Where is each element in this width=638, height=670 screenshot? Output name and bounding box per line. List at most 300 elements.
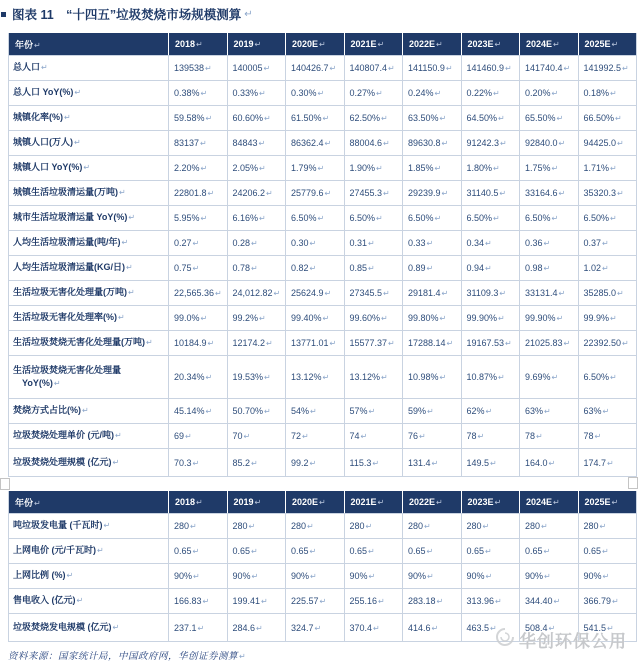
row-label-cell: 生活垃圾无害化处理量(万吨)↵ [9,281,169,306]
paragraph-mark: ↵ [207,189,215,198]
paragraph-mark: ↵ [317,214,325,223]
paragraph-mark: ↵ [544,572,551,581]
paragraph-mark: ↵ [266,339,273,348]
paragraph-mark: ↵ [317,164,325,173]
value-cell: 0.75↵ [169,256,228,281]
value-cell: 24,012.82↵ [227,281,286,306]
value-cell: 91242.3↵ [461,131,520,156]
value-cell: 88004.6↵ [344,131,403,156]
paragraph-mark: ↵ [485,547,492,556]
row-label-cell: 吨垃圾发电量 (千瓦时)↵ [9,514,169,539]
paragraph-mark: ↵ [434,214,442,223]
paragraph-mark: ↵ [200,89,208,98]
year-column-header-cell: 2025E↵ [578,491,637,514]
paragraph-mark: ↵ [82,406,89,416]
paragraph-mark: ↵ [128,213,136,223]
value-cell: 280↵ [286,514,345,539]
power-generation-table [8,491,637,642]
year-column-header-cell: 2024E↵ [520,33,579,56]
value-cell: 0.28↵ [227,231,286,256]
table-row [9,281,637,306]
paragraph-mark: ↵ [310,572,317,581]
paragraph-mark: ↵ [490,623,497,633]
table-row [9,424,637,449]
year-column-header-cell: 2021E↵ [344,33,403,56]
paragraph-mark: ↵ [493,214,500,223]
paragraph-mark: ↵ [548,458,556,468]
paragraph-mark: ↵ [205,64,212,73]
value-cell: 140005↵ [227,56,286,81]
paragraph-mark: ↵ [41,63,48,73]
paragraph-mark: ↵ [558,289,566,298]
paragraph-mark: ↵ [368,572,376,581]
value-cell: 149.5↵ [461,449,520,477]
value-cell: 62%↵ [461,399,520,424]
paragraph-mark: ↵ [494,498,502,507]
paragraph-mark: ↵ [373,623,380,633]
paragraph-mark: ↵ [617,139,624,148]
value-cell: 76↵ [403,424,462,449]
year-column-header-cell: 2019↵ [227,491,286,514]
table-row [9,331,637,356]
value-cell: 94425.0↵ [578,131,637,156]
paragraph-mark: ↵ [121,238,129,248]
value-cell: 31140.5↵ [461,181,520,206]
paragraph-mark: ↵ [264,114,271,123]
value-cell: 10184.9↵ [169,331,228,356]
paragraph-mark: ↵ [324,189,332,198]
paragraph-mark: ↵ [34,40,41,50]
value-cell: 86362.4↵ [286,131,345,156]
value-cell: 62.50%↵ [344,106,403,131]
paragraph-mark: ↵ [426,264,434,273]
paragraph-mark: ↵ [441,139,449,148]
paragraph-mark: ↵ [563,64,571,73]
paragraph-mark: ↵ [322,373,330,382]
paragraph-mark: ↵ [446,339,454,348]
value-cell: 50.70%↵ [227,399,286,424]
paragraph-mark: ↵ [365,522,373,531]
value-cell: 63%↵ [578,399,637,424]
value-cell: 78↵ [520,424,579,449]
paragraph-mark: ↵ [551,89,559,98]
value-cell: 13.12%↵ [344,356,403,399]
paragraph-mark: ↵ [128,288,135,298]
paragraph-mark: ↵ [543,264,551,273]
paragraph-mark: ↵ [536,432,543,441]
table-row [9,589,637,614]
paragraph-mark: ↵ [434,164,442,173]
paragraph-mark: ↵ [259,314,266,323]
paragraph-mark: ↵ [541,522,548,531]
value-cell: 59%↵ [403,399,462,424]
paragraph-mark: ↵ [97,546,104,556]
value-cell: 115.3↵ [344,449,403,477]
paragraph-mark: ↵ [485,572,493,581]
value-cell: 0.18%↵ [578,81,637,106]
value-cell: 1.75%↵ [520,156,579,181]
value-cell: 164.0↵ [520,449,579,477]
chart-title [0,5,253,23]
paragraph-mark: ↵ [190,522,197,531]
value-cell: 1.71%↵ [578,156,637,181]
value-cell: 1.80%↵ [461,156,520,181]
value-cell: 280↵ [344,514,403,539]
paragraph-mark: ↵ [368,264,375,273]
value-cell: 313.96↵ [461,589,520,614]
paragraph-mark: ↵ [445,64,453,73]
paragraph-mark: ↵ [34,498,41,508]
value-cell: 237.1↵ [169,614,228,642]
paragraph-mark: ↵ [495,597,502,606]
value-cell: 22,565.36↵ [169,281,228,306]
paragraph-mark: ↵ [309,547,317,556]
value-cell: 22392.50↵ [578,331,637,356]
value-cell: 99.2%↵ [227,306,286,331]
row-label-cell: 人均生活垃圾清运量(吨/年)↵ [9,231,169,256]
paragraph-mark: ↵ [498,114,505,123]
paragraph-mark: ↵ [426,239,434,248]
row-label-cell: 焚烧方式占比(%)↵ [9,399,169,424]
value-cell: 22801.8↵ [169,181,228,206]
paragraph-mark: ↵ [119,188,126,198]
paragraph-mark: ↵ [602,547,609,556]
table-row [9,564,637,589]
paragraph-mark: ↵ [259,164,266,173]
paragraph-mark: ↵ [498,373,505,382]
value-cell: 541.5↵ [578,614,637,642]
value-cell: 140807.4↵ [344,56,403,81]
paragraph-mark: ↵ [505,64,512,73]
market-size-table [8,33,637,477]
paragraph-mark: ↵ [376,214,383,223]
value-cell: 174.7↵ [578,449,637,477]
value-cell: 63.50%↵ [403,106,462,131]
paragraph-mark: ↵ [196,40,203,49]
paragraph-mark: ↵ [244,8,253,20]
paragraph-mark: ↵ [493,164,500,173]
paragraph-mark: ↵ [193,572,200,581]
value-cell: 90%↵ [169,564,228,589]
paragraph-mark: ↵ [118,313,125,323]
paragraph-mark: ↵ [424,522,431,531]
value-cell: 6.16%↵ [227,206,286,231]
year-column-header-cell: 2021E↵ [344,491,403,514]
paragraph-mark: ↵ [310,407,317,416]
row-label-cell: 城镇化率(%)↵ [9,106,169,131]
year-column-header-cell: 2025E↵ [578,33,637,56]
value-cell: 99.90%↵ [461,306,520,331]
year-column-header-cell: 2018↵ [169,33,228,56]
value-cell: 90%↵ [344,564,403,589]
value-cell: 6.50%↵ [578,206,637,231]
value-cell: 280↵ [461,514,520,539]
value-cell: 139538↵ [169,56,228,81]
value-cell: 29181.4↵ [403,281,462,306]
value-cell: 19.53%↵ [227,356,286,399]
value-cell: 0.78↵ [227,256,286,281]
chart-title-text: 图表 11 “十四五”垃圾焚烧市场规模测算 [12,8,242,22]
paragraph-mark: ↵ [368,547,375,556]
value-cell: 61.50%↵ [286,106,345,131]
row-label-cell: 垃圾焚烧处理单价 (元/吨)↵ [9,424,169,449]
paragraph-mark: ↵ [607,623,614,633]
value-cell: 280↵ [520,514,579,539]
paragraph-mark: ↵ [215,289,222,298]
paragraph-mark: ↵ [66,571,74,581]
paragraph-mark: ↵ [485,264,492,273]
value-cell: 25779.6↵ [286,181,345,206]
value-cell: 78↵ [578,424,637,449]
value-cell: 0.33%↵ [227,81,286,106]
row-label-cell: 人均生活垃圾清运量(KG/日)↵ [9,256,169,281]
value-cell: 45.14%↵ [169,399,228,424]
paragraph-mark: ↵ [74,88,82,98]
table-row [9,256,637,281]
paragraph-mark: ↵ [556,114,564,123]
value-cell: 27455.3↵ [344,181,403,206]
value-cell: 69↵ [169,424,228,449]
header-row [9,33,637,56]
value-cell: 0.30%↵ [286,81,345,106]
paragraph-mark: ↵ [381,373,388,382]
row-label-cell: 垃圾焚烧发电规模 (亿元)↵ [9,614,169,642]
value-cell: 90%↵ [286,564,345,589]
value-cell: 90%↵ [461,564,520,589]
year-column-header-cell: 2019↵ [227,33,286,56]
paragraph-mark: ↵ [376,89,383,98]
paragraph-mark: ↵ [611,40,619,49]
paragraph-mark: ↵ [322,314,330,323]
paragraph-mark: ↵ [368,407,376,416]
value-cell: 2.05%↵ [227,156,286,181]
paragraph-mark: ↵ [372,458,380,468]
value-cell: 0.22%↵ [461,81,520,106]
value-cell: 508.4↵ [520,614,579,642]
value-cell: 199.41↵ [227,589,286,614]
paragraph-mark: ↵ [200,314,208,323]
paragraph-mark: ↵ [594,432,602,441]
paragraph-mark: ↵ [434,89,442,98]
value-cell: 0.94↵ [461,256,520,281]
paragraph-mark: ↵ [553,597,561,606]
row-label-cell: 售电收入 (亿元)↵ [9,589,169,614]
paragraph-mark: ↵ [258,139,266,148]
paragraph-mark: ↵ [610,373,617,382]
paragraph-mark: ↵ [251,458,258,468]
paragraph-mark: ↵ [377,40,385,49]
paragraph-mark: ↵ [192,264,200,273]
value-cell: 0.98↵ [520,256,579,281]
value-cell: 463.5↵ [461,614,520,642]
value-cell: 414.6↵ [403,614,462,642]
paragraph-mark: ↵ [319,597,327,606]
value-cell: 99.80%↵ [403,306,462,331]
paragraph-mark: ↵ [200,214,208,223]
paragraph-mark: ↵ [485,239,492,248]
value-cell: 25624.9↵ [286,281,345,306]
paragraph-mark: ↵ [243,432,251,441]
table-row [9,306,637,331]
paragraph-mark: ↵ [368,239,375,248]
paragraph-mark: ↵ [329,339,337,348]
value-cell: 0.65↵ [344,539,403,564]
value-cell: 1.02↵ [578,256,637,281]
paragraph-mark: ↵ [610,89,617,98]
paragraph-mark: ↵ [426,547,434,556]
paragraph-mark: ↵ [544,407,551,416]
value-cell: 0.38%↵ [169,81,228,106]
value-cell: 90%↵ [520,564,579,589]
paragraph-mark: ↵ [556,314,564,323]
value-cell: 70.3↵ [169,449,228,477]
paragraph-mark: ↵ [64,113,71,123]
value-cell: 0.65↵ [461,539,520,564]
paragraph-mark: ↵ [251,572,259,581]
row-label-cell: 城市生活垃圾清运量 YoY(%)↵ [9,206,169,231]
value-cell: 92840.0↵ [520,131,579,156]
paragraph-mark: ↵ [383,289,390,298]
value-cell: 99.90%↵ [520,306,579,331]
paragraph-mark: ↵ [146,338,153,348]
table-row [9,539,637,564]
value-cell: 1.79%↵ [286,156,345,181]
table-row [9,131,637,156]
table-row [9,181,637,206]
paragraph-mark: ↵ [266,189,273,198]
paragraph-mark: ↵ [74,138,81,148]
table-row [9,514,637,539]
paragraph-mark: ↵ [441,289,449,298]
value-cell: 280↵ [169,514,228,539]
paragraph-mark: ↵ [602,239,609,248]
paragraph-mark: ↵ [383,139,390,148]
paragraph-mark: ↵ [256,623,263,633]
table-row [9,106,637,131]
value-cell: 57%↵ [344,399,403,424]
paragraph-mark: ↵ [427,407,434,416]
value-cell: 13771.01↵ [286,331,345,356]
paragraph-mark: ↵ [500,139,507,148]
value-cell: 90%↵ [578,564,637,589]
value-cell: 13.12%↵ [286,356,345,399]
row-label-cell: 上网比例 (%)↵ [9,564,169,589]
paragraph-mark: ↵ [207,339,215,348]
value-cell: 0.20%↵ [520,81,579,106]
value-cell: 0.33↵ [403,231,462,256]
value-cell: 2.20%↵ [169,156,228,181]
paragraph-mark: ↵ [115,431,122,441]
value-cell: 10.98%↵ [403,356,462,399]
paragraph-mark: ↵ [383,189,390,198]
value-cell: 89630.8↵ [403,131,462,156]
value-cell: 83137↵ [169,131,228,156]
paragraph-mark: ↵ [322,114,330,123]
value-cell: 0.30↵ [286,231,345,256]
paragraph-mark: ↵ [388,64,395,73]
value-cell: 6.50%↵ [578,356,637,399]
value-cell: 0.31↵ [344,231,403,256]
year-column-header-cell: 2023E↵ [461,491,520,514]
paragraph-mark: ↵ [302,432,309,441]
value-cell: 35285.0↵ [578,281,637,306]
paragraph-mark: ↵ [505,339,512,348]
value-cell: 10.87%↵ [461,356,520,399]
table-gap-handle-right [628,477,638,489]
value-cell: 140426.7↵ [286,56,345,81]
paragraph-mark: ↵ [319,40,326,49]
paragraph-mark: ↵ [439,114,447,123]
value-cell: 0.27%↵ [344,81,403,106]
value-cell: 63%↵ [520,399,579,424]
value-cell: 85.2↵ [227,449,286,477]
paragraph-mark: ↵ [563,339,571,348]
paragraph-mark: ↵ [494,40,502,49]
paragraph-mark: ↵ [317,89,325,98]
paragraph-mark: ↵ [477,432,485,441]
value-cell: 366.79↵ [578,589,637,614]
table-row [9,399,637,424]
paragraph-mark: ↵ [324,139,332,148]
paragraph-mark: ↵ [617,289,624,298]
row-label-cell: 城镇生活垃圾清运量(万吨)↵ [9,181,169,206]
paragraph-mark: ↵ [185,432,192,441]
table-row [9,206,637,231]
value-cell: 0.65↵ [520,539,579,564]
value-cell: 1.85%↵ [403,156,462,181]
value-cell: 166.83↵ [169,589,228,614]
paragraph-mark: ↵ [205,407,213,416]
paragraph-mark: ↵ [192,547,200,556]
value-cell: 141992.5↵ [578,56,637,81]
value-cell: 0.65↵ [286,539,345,564]
paragraph-mark: ↵ [376,164,383,173]
paragraph-mark: ↵ [239,652,247,661]
paragraph-mark: ↵ [602,572,610,581]
paragraph-mark: ↵ [192,239,200,248]
year-column-header-cell: 2020E↵ [286,491,345,514]
paragraph-mark: ↵ [205,373,213,382]
paragraph-mark: ↵ [205,114,213,123]
source-note [8,648,246,662]
paragraph-mark: ↵ [599,522,607,531]
paragraph-mark: ↵ [427,572,434,581]
table-row [9,449,637,477]
year-label-header-cell: 年份↵ [9,491,169,514]
year-column-header-cell: 2023E↵ [461,33,520,56]
paragraph-mark: ↵ [482,522,490,531]
paragraph-mark: ↵ [499,189,507,198]
paragraph-mark: ↵ [254,40,262,49]
paragraph-mark: ↵ [264,407,271,416]
paragraph-mark: ↵ [551,373,559,382]
paragraph-mark: ↵ [431,458,439,468]
paragraph-mark: ↵ [602,264,609,273]
paragraph-mark: ↵ [264,373,271,382]
paragraph-mark: ↵ [615,114,622,123]
paragraph-mark: ↵ [543,547,551,556]
value-cell: 12174.2↵ [227,331,286,356]
row-label-cell: 生活垃圾无害化处理率(%)↵ [9,306,169,331]
paragraph-mark: ↵ [251,547,258,556]
value-cell: 324.7↵ [286,614,345,642]
value-cell: 33164.6↵ [520,181,579,206]
value-cell: 99.9%↵ [578,306,637,331]
paragraph-mark: ↵ [622,64,629,73]
value-cell: 90%↵ [403,564,462,589]
paragraph-mark: ↵ [248,522,256,531]
year-column-header-cell: 2022E↵ [403,33,462,56]
